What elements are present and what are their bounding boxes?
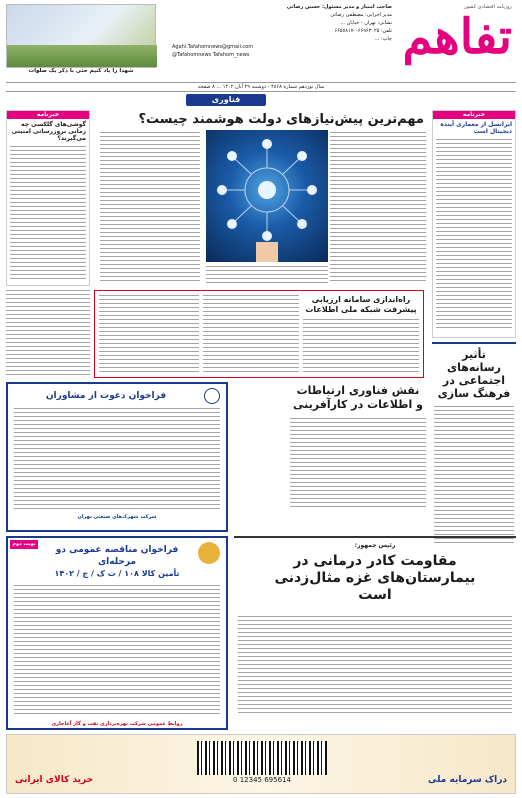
president-kicker: رئیس جمهور:: [354, 542, 396, 549]
main-headline: مهم‌ترین پیش‌نیازهای دولت هوشمند چیست؟: [138, 112, 424, 127]
email-line: Agahi.Tafahomnews@gmail.com: [172, 44, 254, 50]
left-sidebar: [6, 110, 90, 286]
president-title: مقاومت کادر درمانی در بیمارستان‌های غزه مثال‌زدنی است: [274, 553, 476, 603]
media-article-title: تأثیر رسانه‌های اجتماعی در فرهنگ سازی: [437, 348, 511, 400]
banner-left-text: خرید کالای ایرانی: [15, 775, 94, 785]
barcode-number: 0 12345 695614: [233, 776, 291, 784]
section-label: فناوری: [186, 94, 266, 106]
masthead: [0, 0, 522, 82]
network-box-text-mid: [203, 295, 299, 375]
consultant-ad: [6, 382, 228, 532]
main-text-left: [100, 132, 200, 282]
left-sidebar-text: [10, 146, 86, 281]
bottom-banner: [6, 734, 516, 794]
consultant-ad-title: فراخوان دعوت از مشاوران: [45, 391, 167, 401]
banner-right-text: دراک سرمایه ملی: [428, 775, 507, 785]
hand-shape: [256, 242, 278, 262]
president-article: [234, 536, 516, 730]
main-text-right: [330, 132, 426, 282]
masthead-info: [172, 4, 392, 76]
phone-line: تلفن: ۶۶۹۶۳۰۲۵-۶۶۵۷۸۱۷۰: [334, 28, 392, 34]
tender-title: فراخوان مناقصه عمومی دو مرحله‌ای: [55, 545, 179, 567]
tender-text: [14, 585, 220, 715]
role-article: [288, 382, 428, 532]
landscape-shape: [7, 45, 157, 67]
president-text: [238, 616, 512, 716]
left-sidebar-kicker: خبرنامه: [7, 111, 89, 119]
main-text-under: [206, 266, 328, 284]
left-sidebar-title: گوشی‌های گلکسی چه زمانی بروزرسانی امنیتی می‌گیرند؟: [11, 121, 86, 142]
role-article-title: نقش فناوری ارتباطات و اطلاعات در کارآفرینی: [293, 384, 423, 411]
right-sidebar-title: ایرانسل از معماری آینده دیجیتال است: [440, 121, 512, 135]
company-logo: [198, 542, 220, 564]
logo-tagline: روزنامه اقتصادی کشور: [464, 4, 512, 10]
media-article: [432, 342, 516, 532]
social-line: @Tafahomnews Tafahom_news: [172, 52, 250, 58]
network-box: [94, 290, 424, 378]
printer-line: چاپ: ...: [374, 36, 392, 42]
martyr-photo: [6, 4, 156, 68]
editor-line: مدیر اجرایی: مصطفی رضائی: [330, 12, 392, 18]
tender-badge: نوبت دوم: [10, 540, 38, 549]
tender-footer: روابط عمومی شرکت بهره‌برداری نفت و گاز آغاجاری: [51, 721, 183, 727]
network-box-title: راه‌اندازی سامانه ارزیابی پیشرفت شبکه ملی اطلاعات: [305, 295, 417, 314]
role-article-text: [290, 418, 426, 508]
date-line: سال نوزدهم شماره ۴۸۶۸ - دوشنبه ۲۹ آبان ۱۴۰۲ ... ۸ صفحه: [197, 84, 325, 90]
network-box-text-right: [303, 319, 419, 375]
right-sidebar-kicker: خبرنامه: [433, 111, 515, 119]
emblem-icon: [204, 388, 220, 404]
date-bar: [6, 82, 516, 92]
right-sidebar: [432, 110, 516, 338]
left-column-under: [6, 290, 90, 378]
barcode-icon: [197, 741, 327, 775]
tender-subtitle: تأمین کالا ۱۰۸ / ت ک / ج / ۱۴۰۲: [54, 569, 180, 578]
media-article-text: [434, 406, 514, 546]
section-bar: [6, 94, 516, 106]
corner-caption: شهدا را یاد کنیم حتی با ذکر یک صلوات: [28, 68, 134, 74]
main-article: [98, 110, 428, 286]
right-sidebar-text: [436, 139, 512, 329]
consultant-ad-text: [14, 408, 220, 510]
consultant-ad-footer: شرکت شهرک‌های صنعتی تهران: [77, 514, 157, 520]
smart-gov-image: [206, 130, 328, 262]
logo-text: تفاهم: [402, 9, 512, 65]
network-icon: [206, 130, 328, 262]
tender-ad: [6, 536, 228, 730]
network-box-text-left: [99, 295, 199, 375]
logo: [396, 4, 516, 74]
owner-line: صاحب امتیاز و مدیر مسئول: حسین رضائی: [286, 4, 392, 10]
address-line: نشانی: تهران - خیابان ...: [340, 20, 392, 26]
